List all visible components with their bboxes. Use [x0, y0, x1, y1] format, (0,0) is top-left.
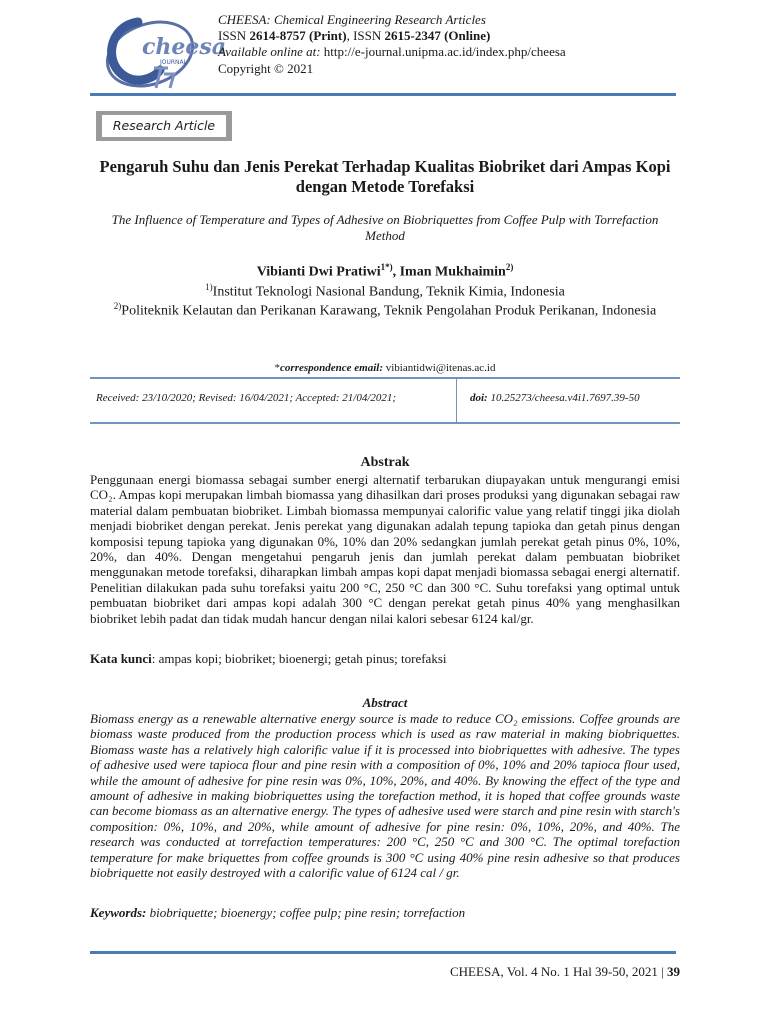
available-online: Available online at: http://e-journal.unipma.ac.id/index.php/cheesa: [218, 44, 566, 60]
meta-divider: [456, 378, 457, 422]
article-subtitle: The Influence of Temperature and Types of Adhesive on Biobriquettes from Coffee Pulp with Torrefaction Method: [111, 212, 659, 243]
article-title: Pengaruh Suhu dan Jenis Perekat Terhadap Kualitas Biobriket dari Ampas Kopi dengan Metode Torefaksi: [99, 157, 671, 196]
journal-url-link[interactable]: http://e-journal.unipma.ac.id/index.php/cheesa: [320, 44, 566, 60]
journal-name: CHEESA: Chemical Engineering Research Articles: [218, 12, 486, 27]
journal-info: [218, 12, 566, 77]
svg-text:JOURNAL: JOURNAL: [160, 59, 187, 66]
footer-rule: [90, 951, 676, 954]
correspondence: *correspondence email: vibiantidwi@itenas.ac.id: [274, 362, 496, 374]
page-number: 39: [667, 964, 680, 979]
journal-logo: [98, 14, 227, 96]
svg-text:cheesa: cheesa: [142, 34, 227, 60]
abstrak-heading: Abstrak: [360, 455, 410, 470]
copyright: Copyright © 2021: [218, 60, 314, 76]
correspondence-email[interactable]: vibiantidwi@itenas.ac.id: [382, 362, 496, 374]
keywords: Keywords: biobriquette; bioenergy; coffee pulp; pine resin; torrefaction: [90, 905, 466, 920]
affiliation-2: $^{2)}$Politeknik Kelautan dan Perikanan Karawang, Teknik Pengolahan Produk Perikanan, Indonesia: [113, 301, 657, 319]
doi-link[interactable]: 10.25273/cheesa.v4i1.7697.39-50: [487, 392, 640, 404]
affiliation-1: $^{1)}$Institut Teknologi Nasional Bandung, Teknik Kimia, Indonesia: [205, 282, 565, 300]
abstract-body: Biomass energy as a renewable alternative energy source is made to reduce CO₂ emissions. Coffee grounds are biomass waste produced from the production process which is used as raw material in making biobriquettes. Biomass waste has a relatively high calorific value if it is processed into biobriquettes with adhesive. The types of adhesive used were tapioca flour and pine resin with a composition of 0%, 10% and 20% tapioca flour used, while the amount of adhesive for pine resin was 0%, 10%, 20%, and 40%. By knowing the effect of the type and amount of adhesive in making biobriquettes using the torefaction method, it is hoped that coffee grounds waste can become biomass as an alternative energy. The types of adhesive used were starch and pine resin with starch's composition: 0%, 10%, and 20%, while amount of adhesive for pine resin: 0%, 10%, 20%, and 40%. The research was conducted at torrefaction temperatures: 200 °C, 250 °C and 300 °C. The optimal torefaction temperature for make briquettes from coffee grounds is 300 °C using 40% pine resin adhesive so that produces biobriquette not easily destroyed with a calorific value of 6124 cal / gr.: [90, 711, 680, 881]
author-2: Iman Mukhaimin: [399, 264, 506, 280]
abstrak-body: Penggunaan energi biomassa sebagai sumber energi alternatif terbarukan diupayakan untuk mengurangi emisi CO₂. Ampas kopi merupakan limbah biomassa yang dihasilkan dari proses produksi yang digunakan sebagai raw material dalam pembuatan biobriket. Limbah biomassa mempunyai calorific value yang relatif tinggi jika diolah menjadi biobriket dengan perekat. Jenis perekat yang digunakan adalah tepung tapioka dan getah pinus dengan komposisi tepung tapioka yang digunakan 0%, 10% dan 20% sedangkan jumlah perekat getah pinus 0%, 10%, 20%, dan 40%. Dengan mengetahui pengaruh jenis dan jumlah perekat dalam pembuatan biobriket menggunakan metode torefaksi, diharapkan limbah ampas kopi dapat menjadi biomassa sebagai energi alternatif. Penelitian dilakukan pada suhu torefaksi yaitu 200 °C, 250 °C dan 300 °C. Suhu torefaksi yang optimal untuk pembuatan biobriket dari ampas kopi adalah 300 °C dengan perekat getah pinus 40% yang menghasilkan biobriket lebih padat dan tidak mudah hancur dengan nilai kalori sebesar 6124 kal/gr.: [90, 472, 680, 626]
meta-bottom-rule: [90, 422, 680, 424]
doi: doi: 10.25273/cheesa.v4i1.7697.39-50: [470, 392, 640, 404]
page-footer: CHEESA, Vol. 4 No. 1 Hal 39-50, 2021 | 39: [450, 964, 680, 979]
article-type-badge: Research Article: [96, 111, 232, 141]
kata-kunci: Kata kunci: ampas kopi; biobriket; bioenergi; getah pinus; torefaksi: [90, 651, 447, 666]
author-1: Vibianti Dwi Pratiwi: [256, 264, 381, 280]
meta-top-rule: [90, 377, 680, 379]
header-rule: [90, 93, 676, 96]
authors: Vibianti Dwi Pratiwi$^{1*)}$, Iman Mukhaimin$^{2)}$: [256, 262, 514, 280]
issn-line: ISSN 2614-8757 (Print), ISSN 2615-2347 (Online): [218, 28, 491, 44]
article-dates: Received: 23/10/2020; Revised: 16/04/2021; Accepted: 21/04/2021;: [96, 392, 397, 404]
abstract-heading: Abstract: [362, 695, 408, 710]
